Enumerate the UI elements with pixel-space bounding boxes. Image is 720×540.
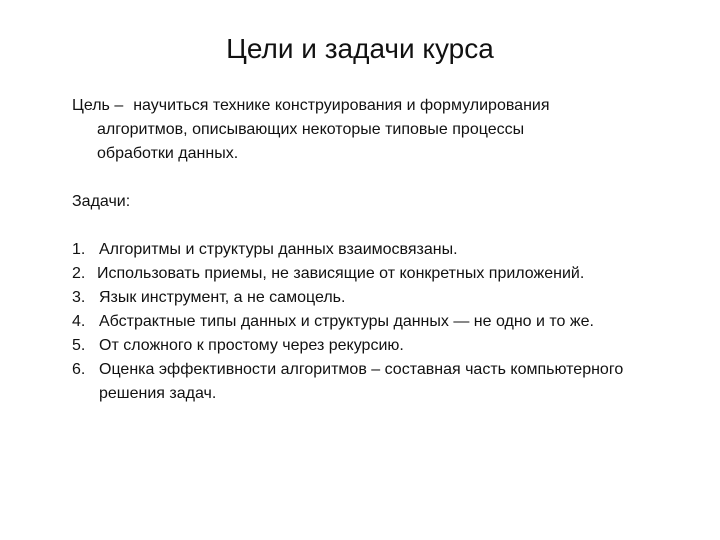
goal-line-1: научиться технике конструирования и формулирования: [133, 97, 550, 114]
task-text: Использовать приемы, не зависящие от конкретных приложений.: [97, 265, 585, 282]
goal-line-3: обработки данных.: [97, 145, 239, 162]
task-item: [72, 358, 702, 406]
task-text: Язык инструмент, а не самоцель.: [99, 289, 346, 306]
task-number: 6.: [72, 361, 86, 378]
task-number: 2.: [72, 265, 86, 282]
task-item: [72, 310, 702, 334]
task-text-line-2: решения задач.: [99, 385, 217, 402]
slide-body: [72, 94, 702, 406]
task-number: 5.: [72, 337, 86, 354]
goal-paragraph: [72, 94, 702, 166]
task-item: [72, 238, 702, 262]
task-number: 3.: [72, 289, 86, 306]
task-text: [99, 358, 702, 406]
task-text: Абстрактные типы данных и структуры данных — не одно и то же.: [99, 313, 594, 330]
task-item: [72, 262, 702, 286]
task-item: [72, 334, 702, 358]
task-item: [72, 286, 702, 310]
task-number: 1.: [72, 241, 86, 258]
task-text-line-1: Оценка эффективности алгоритмов – составная часть компьютерного: [99, 361, 624, 378]
task-text: Алгоритмы и структуры данных взаимосвязаны.: [99, 241, 458, 258]
goal-line-2: алгоритмов, описывающих некоторые типовые процессы: [97, 121, 525, 138]
task-list: [72, 238, 702, 406]
task-number: 4.: [72, 313, 86, 330]
tasks-label: Задачи:: [72, 193, 131, 210]
task-text: От сложного к простому через рекурсию.: [99, 337, 404, 354]
goal-label: Цель –: [72, 97, 124, 114]
slide-title: Цели и задачи курса: [226, 33, 494, 64]
